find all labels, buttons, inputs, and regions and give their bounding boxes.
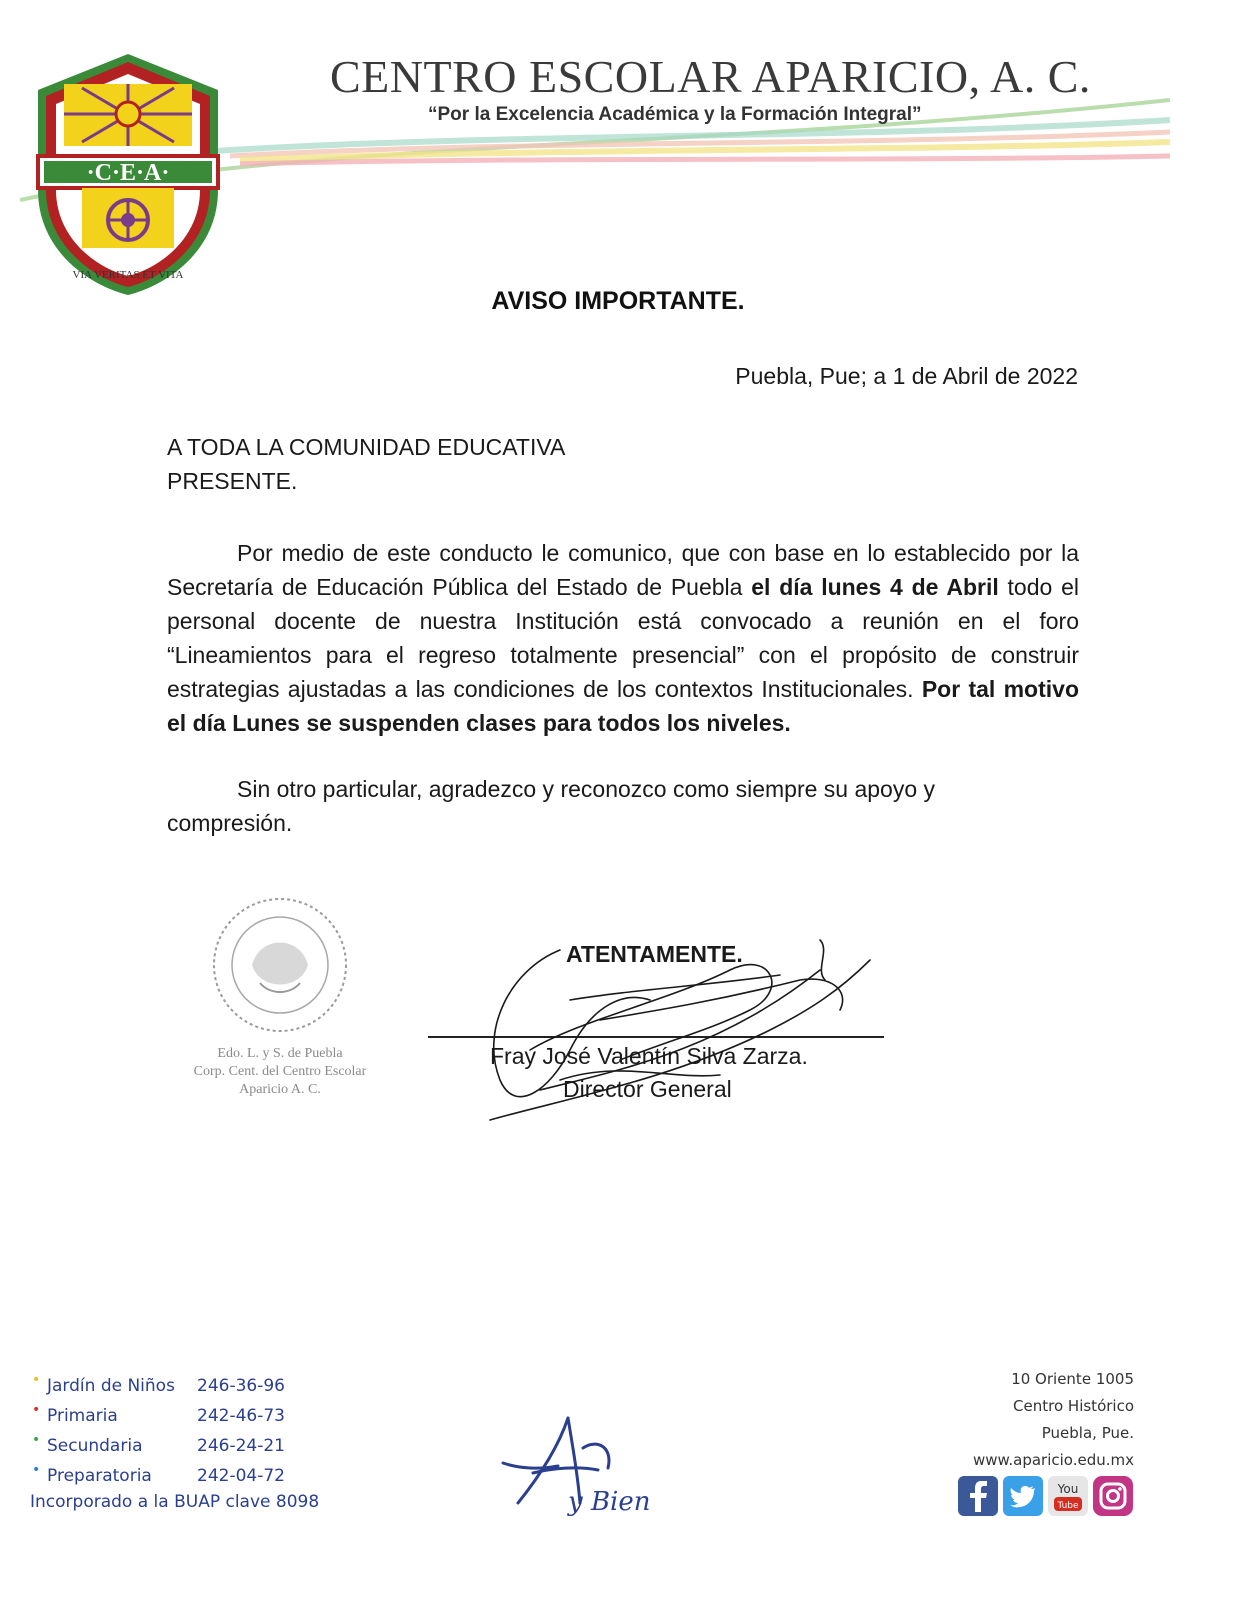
- main-paragraph: [167, 536, 1079, 740]
- social-icons: [958, 1476, 1134, 1518]
- level-name: Primaria: [47, 1406, 118, 1426]
- school-motto: “Por la Excelencia Académica y la Formación Integral”: [428, 104, 922, 125]
- bullet-icon: •: [32, 1402, 41, 1418]
- notice-title: AVISO IMPORTANTE.: [491, 287, 745, 315]
- logo-tagline: y Bien: [568, 1487, 651, 1517]
- level-name: Preparatoria: [47, 1466, 152, 1486]
- level-name: Jardín de Niños: [47, 1376, 175, 1396]
- director-title: Director General: [563, 1076, 732, 1102]
- address-block: [973, 1366, 1134, 1474]
- address-line: Centro Histórico: [1013, 1397, 1134, 1415]
- place-date: Puebla, Pue; a 1 de Abril de 2022: [735, 363, 1078, 389]
- level-name: Secundaria: [47, 1436, 143, 1456]
- footer-logo: [498, 1408, 668, 1523]
- address-line: 10 Oriente 1005: [1011, 1370, 1134, 1388]
- seal-line: Edo. L. y S. de Puebla: [217, 1046, 343, 1061]
- crest-initials: ·C·E·A·: [86, 160, 170, 186]
- school-name: CENTRO ESCOLAR APARICIO, A. C.: [330, 51, 1091, 102]
- recipient-block: [167, 430, 565, 498]
- level-phone: 246-36-96: [197, 1376, 285, 1396]
- para-text-b: todo el personal docente de nuestra Institución está convocado a reunión en el foro “Lineamientos para el regreso totalmente presencial” con el propósito de construir estrategias ajustadas a las condiciones de los contextos Institucionales.: [167, 574, 1079, 702]
- svg-text:Tube: Tube: [1057, 1501, 1079, 1511]
- director-name: Fray José Valentín Silva Zarza.: [490, 1043, 808, 1069]
- signature-closing: ATENTAMENTE.: [566, 941, 743, 967]
- recipient-presente: PRESENTE.: [167, 468, 298, 494]
- svg-text:You: You: [1057, 1482, 1079, 1496]
- closing-paragraph: [167, 772, 997, 840]
- para-date-emphasis: el día lunes 4 de Abril: [751, 574, 999, 600]
- bullet-icon: •: [32, 1432, 41, 1448]
- level-phone: 242-46-73: [197, 1406, 285, 1426]
- bullet-icon: •: [32, 1372, 41, 1388]
- seal-caption: [140, 1045, 420, 1099]
- crest-motto-banner: VIA VERITAS ET VITA: [72, 269, 184, 281]
- para-text-a: Por medio de este conducto le comunico, que con base en lo establecido por la Secretaría de Educación Pública del Estado de Puebla: [167, 540, 1079, 600]
- level-phone: 242-04-72: [197, 1466, 285, 1486]
- seal-line: Corp. Cent. del Centro Escolar: [193, 1064, 367, 1079]
- seal-line: Aparicio A. C.: [239, 1082, 321, 1097]
- website-link[interactable]: www.aparicio.edu.mx: [972, 1451, 1134, 1469]
- address-line: Puebla, Pue.: [1041, 1424, 1134, 1442]
- closing-text: Sin otro particular, agradezco y reconozco como siempre su apoyo y compresión.: [167, 776, 936, 836]
- para-suspension-notice: Por tal motivo el día Lunes se suspenden clases para todos los niveles.: [167, 676, 1079, 736]
- incorporation-note: Incorporado a la BUAP clave 8098: [30, 1492, 320, 1512]
- youtube-icon[interactable]: [1048, 1476, 1088, 1516]
- instagram-icon[interactable]: [1093, 1476, 1133, 1516]
- bullet-icon: •: [32, 1462, 41, 1478]
- level-phone: 246-24-21: [197, 1436, 285, 1456]
- recipient-line: A TODA LA COMUNIDAD EDUCATIVA: [167, 434, 566, 460]
- twitter-icon[interactable]: [1003, 1476, 1043, 1516]
- facebook-icon[interactable]: [958, 1476, 998, 1516]
- handwritten-signature: [470, 930, 910, 1130]
- school-crest-logo: [18, 50, 238, 300]
